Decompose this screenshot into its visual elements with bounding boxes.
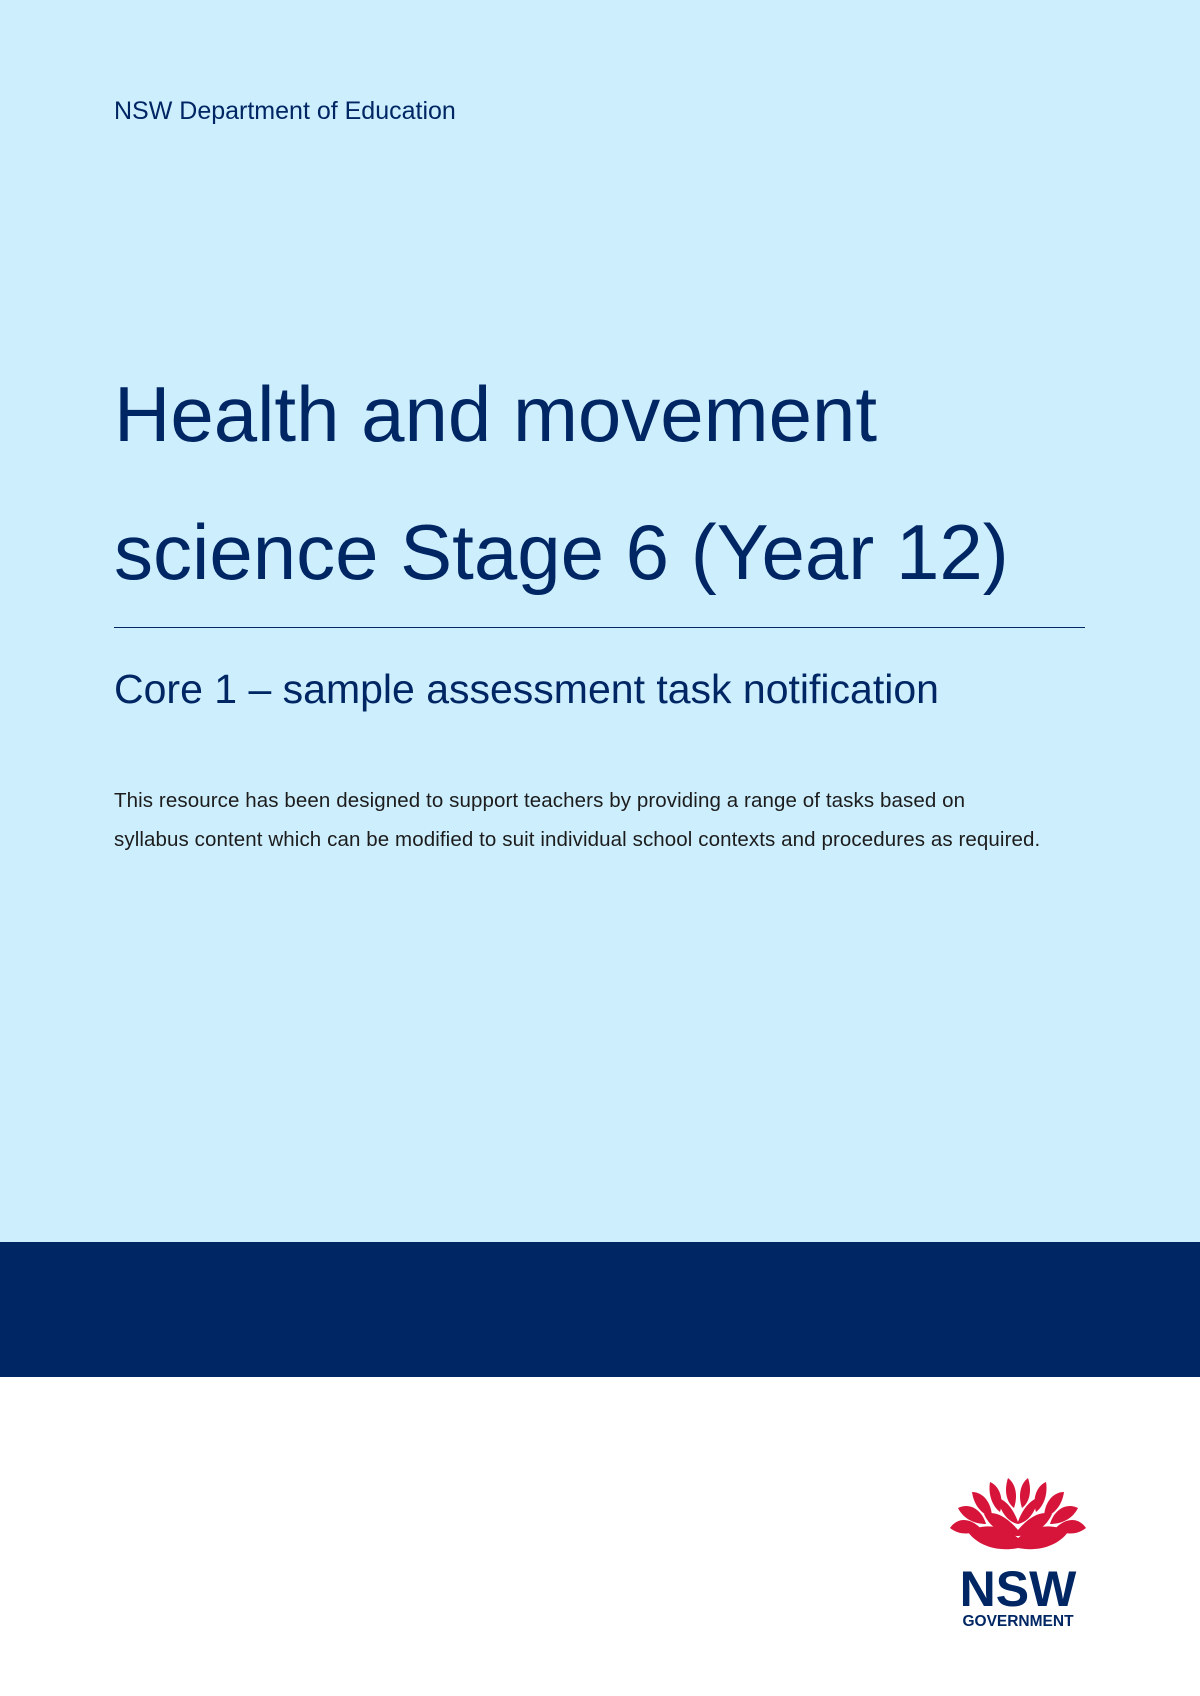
organisation-name: NSW Department of Education xyxy=(114,97,456,125)
navy-band xyxy=(0,1242,1200,1377)
waratah-icon xyxy=(950,1478,1086,1549)
title-line-1: Health and movement xyxy=(114,370,878,458)
intro-paragraph: This resource has been designed to support teachers by providing a range of tasks based on syllabus content which can be modified to suit individual school contexts and procedures as required. xyxy=(114,789,1041,851)
logo-wordmark: NSW xyxy=(959,1561,1077,1617)
nsw-government-logo xyxy=(948,1478,1088,1630)
document-subtitle: Core 1 – sample assessment task notification xyxy=(114,666,939,712)
nsw-government-logo-graphic xyxy=(948,1478,1088,1630)
document-title xyxy=(114,345,1085,628)
logo-caption: GOVERNMENT xyxy=(962,1613,1074,1630)
title-line-2: science Stage 6 (Year 12) xyxy=(114,508,1009,596)
